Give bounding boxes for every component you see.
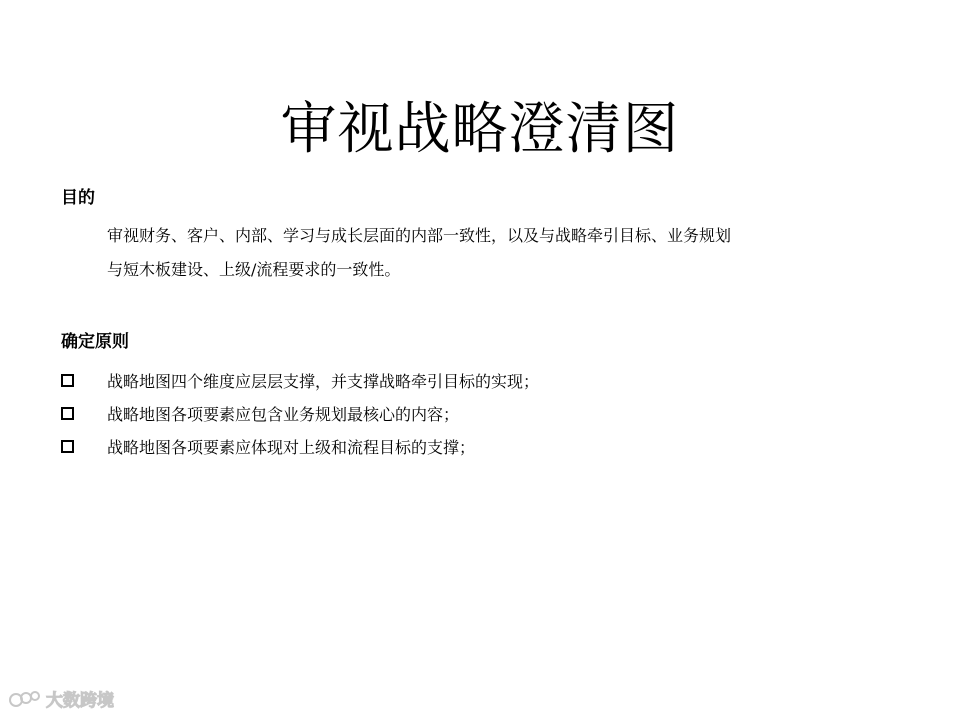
slide-title: 审视战略澄清图	[280, 96, 680, 162]
principle-item	[61, 397, 539, 430]
watermark	[8, 686, 114, 711]
purpose-line: 与短木板建设、上级/流程要求的一致性。	[107, 260, 401, 279]
square-bullet-icon	[61, 407, 74, 420]
principle-item	[61, 430, 539, 463]
principle-text: 战略地图四个维度应层层支撑，并支撑战略牵引目标的实现；	[107, 372, 540, 391]
principles-list	[61, 364, 539, 463]
principle-text: 战略地图各项要素应包含业务规划最核心的内容；	[107, 405, 460, 424]
square-bullet-icon	[61, 374, 74, 387]
square-bullet-icon	[61, 440, 74, 453]
watermark-text: 大数跨境	[46, 691, 114, 711]
watermark-logo-icon	[8, 688, 42, 710]
purpose-line: 审视财务、客户、内部、学习与成长层面的内部一致性，以及与战略牵引目标、业务规划	[107, 226, 732, 245]
purpose-paragraph	[107, 219, 867, 287]
purpose-heading: 目的	[61, 188, 95, 208]
principle-text: 战略地图各项要素应体现对上级和流程目标的支撑；	[107, 438, 476, 457]
principles-heading: 确定原则	[61, 332, 129, 352]
principle-item	[61, 364, 539, 397]
